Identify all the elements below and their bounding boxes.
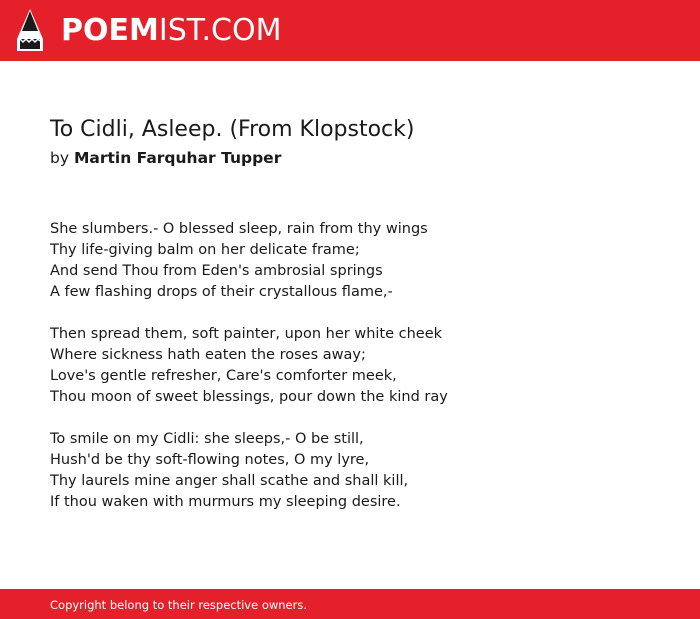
poem-line: Where sickness hath eaten the roses away; — [50, 347, 366, 363]
stanza — [50, 429, 670, 513]
byline — [50, 149, 281, 167]
poem-line: If thou waken with murmurs my sleeping desire. — [50, 494, 401, 510]
author-name: Martin Farquhar Tupper — [73, 149, 282, 167]
poem-title: To Cidli, Asleep. (From Klopstock) — [50, 117, 415, 142]
poem-line: To smile on my Cidli: she sleeps,- O be still, — [50, 431, 364, 447]
site-header — [0, 0, 700, 61]
poem-line: A few flashing drops of their crystallous flame,- — [50, 284, 393, 300]
pencil-icon[interactable] — [17, 9, 43, 51]
poem-line: Then spread them, soft painter, upon her white cheek — [50, 326, 443, 342]
copyright-text: Copyright belong to their respective owners. — [50, 598, 308, 612]
poem-line: She slumbers.- O blessed sleep, rain from thy wings — [50, 221, 428, 237]
stanza — [50, 324, 670, 408]
poem-line: Love's gentle refresher, Care's comforter meek, — [50, 368, 397, 384]
site-logo[interactable] — [61, 12, 281, 50]
by-label: by — [50, 149, 70, 167]
poem-body — [50, 219, 670, 534]
site-footer — [0, 589, 700, 619]
logo-bold-text: POEM — [61, 13, 159, 48]
poem-line: Thy laurels mine anger shall scathe and shall kill, — [50, 473, 409, 489]
poem-line: Thou moon of sweet blessings, pour down the kind ray — [50, 389, 448, 405]
poem-line: And send Thou from Eden's ambrosial springs — [50, 263, 383, 279]
logo-light-text: IST.COM — [158, 13, 282, 48]
stanza — [50, 219, 670, 303]
poem-line: Thy life-giving balm on her delicate frame; — [50, 242, 360, 258]
poem-line: Hush'd be thy soft-flowing notes, O my lyre, — [50, 452, 370, 468]
